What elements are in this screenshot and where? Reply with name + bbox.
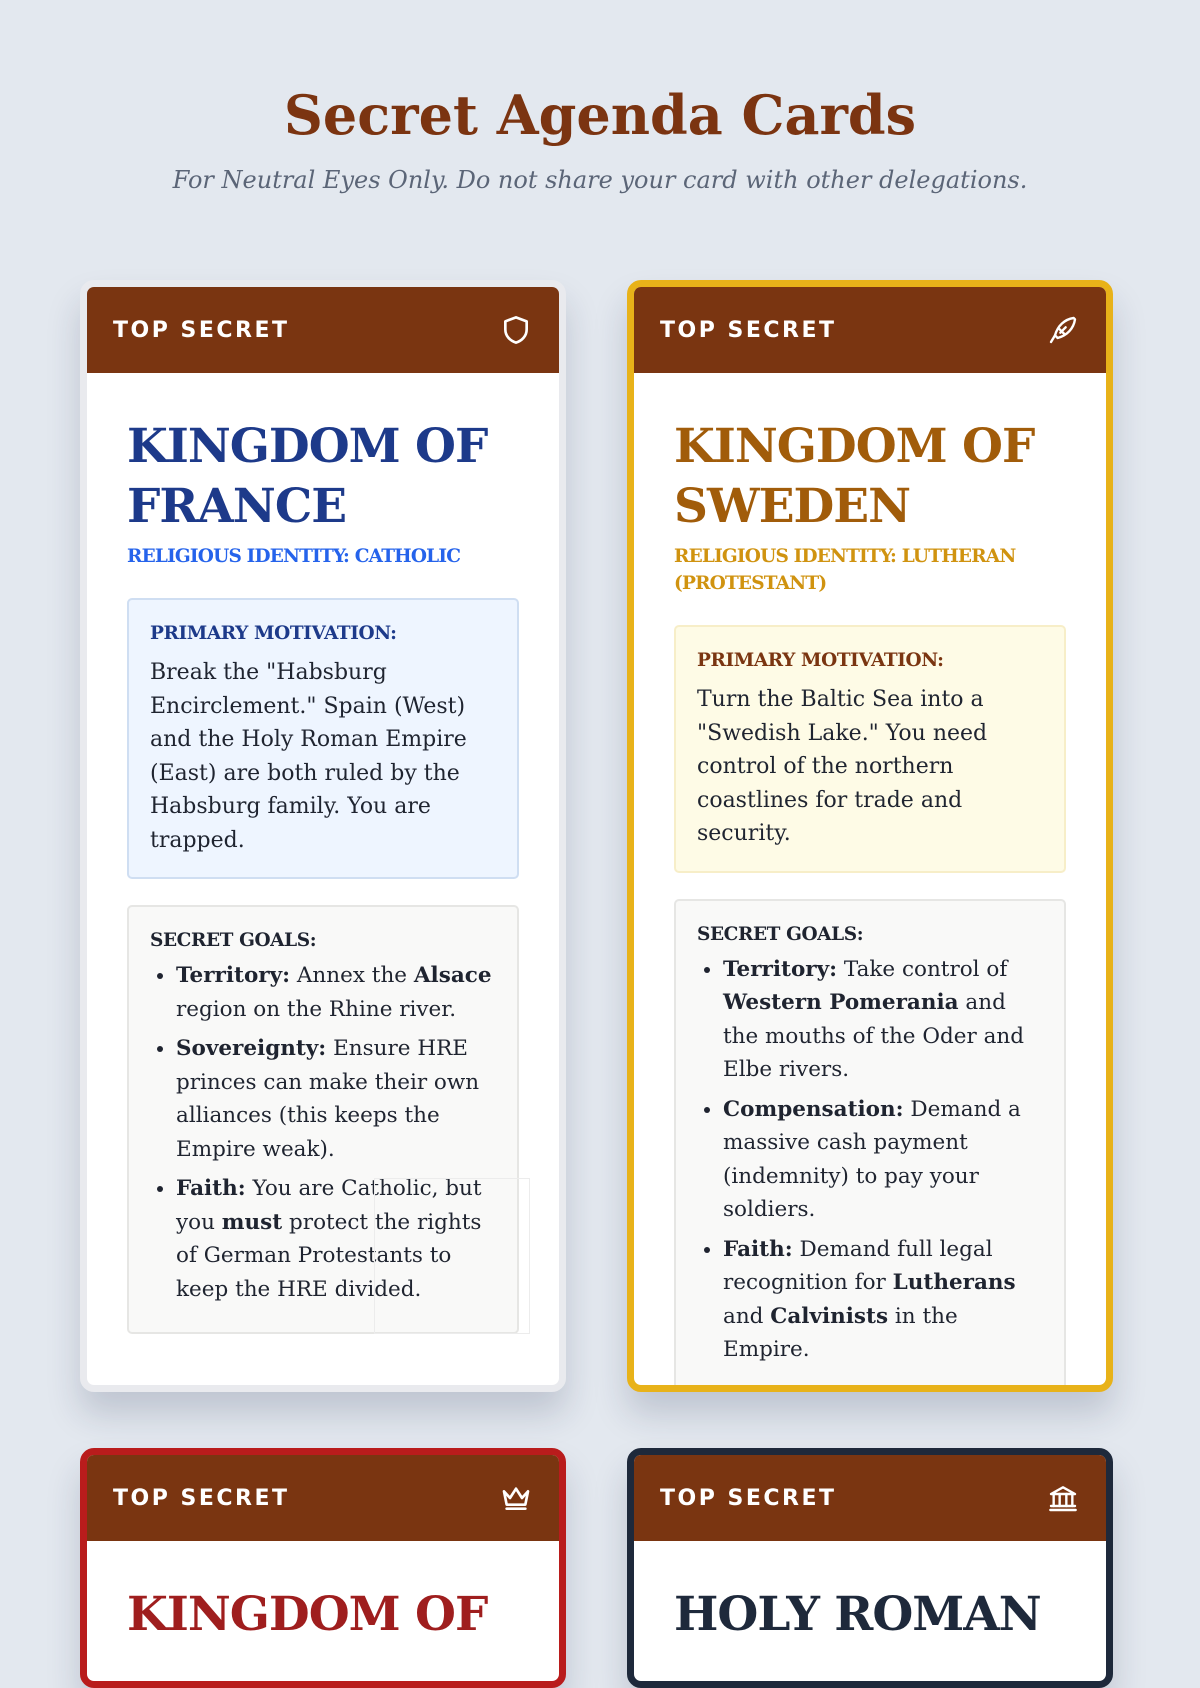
top-secret-label: TOP SECRET <box>660 317 837 343</box>
building-columns-icon <box>1046 1481 1080 1515</box>
secret-goal-item <box>176 959 496 1026</box>
quill-icon <box>1046 313 1080 347</box>
goal-emphasis: Calvinists <box>770 1303 889 1329</box>
card-body <box>634 373 1106 1392</box>
primary-motivation-text: Turn the Baltic Sea into a "Swedish Lake." You need control of the northern coastlines for trade and security. <box>697 687 988 846</box>
goal-emphasis: Faith: <box>723 1236 793 1262</box>
goal-text: Demand full legal recognition for <box>723 1236 993 1295</box>
goal-text: and <box>723 1303 771 1329</box>
secret-goal-item <box>176 1032 496 1166</box>
agenda-card-hre <box>627 1448 1113 1688</box>
primary-motivation-label: PRIMARY MOTIVATION: <box>150 623 397 644</box>
card-body <box>634 1541 1106 1685</box>
top-secret-label: TOP SECRET <box>113 317 290 343</box>
page-subtitle: For Neutral Eyes Only. Do not share your card with other delegations. <box>172 166 1028 194</box>
goal-emphasis: Lutherans <box>892 1270 1016 1295</box>
top-secret-label: TOP SECRET <box>113 1485 290 1511</box>
secret-goal-item <box>176 1172 496 1306</box>
primary-motivation-box <box>127 598 519 879</box>
nation-name: HOLY ROMAN <box>674 1587 1041 1642</box>
card-header <box>634 1455 1106 1541</box>
card-body <box>87 373 559 1374</box>
goal-emphasis: Territory: <box>176 963 291 988</box>
card-header <box>634 287 1106 373</box>
secret-goals-box <box>127 905 519 1334</box>
secret-goal-item <box>723 953 1043 1087</box>
goal-text: Ensure HRE princes can make their own alliances (this keeps the Empire weak). <box>176 1036 480 1162</box>
nation-name: KINGDOM OF <box>127 1587 488 1642</box>
agenda-card-sweden <box>627 280 1113 1392</box>
card-header <box>87 287 559 373</box>
card-header <box>87 1455 559 1541</box>
crown-icon <box>499 1481 533 1515</box>
goal-emphasis: Territory: <box>723 956 838 982</box>
goal-emphasis: Sovereignty: <box>176 1036 327 1061</box>
religious-identity: RELIGIOUS IDENTITY: CATHOLIC <box>127 546 461 567</box>
shield-icon <box>499 313 533 347</box>
agenda-card-spain <box>80 1448 566 1688</box>
secret-goals-box <box>674 899 1066 1393</box>
secret-goal-item <box>723 1233 1043 1367</box>
secret-goals-label: SECRET GOALS: <box>150 930 317 951</box>
primary-motivation-label: PRIMARY MOTIVATION: <box>697 650 944 671</box>
card-body <box>87 1541 559 1685</box>
goal-text: Take control of <box>837 956 1008 982</box>
goal-text: Annex the <box>290 963 414 988</box>
goal-emphasis: Western Pomerania <box>723 990 959 1015</box>
primary-motivation-box <box>674 625 1066 873</box>
nation-name: KINGDOM OF SWEDEN <box>674 419 1035 534</box>
goal-emphasis: Compensation: <box>723 1096 904 1122</box>
primary-motivation-text: Break the "Habsburg Encirclement." Spain (West) and the Holy Roman Empire (East) are both ruled by the Habsburg family. You are trapped. <box>150 660 467 853</box>
nation-name: KINGDOM OF FRANCE <box>127 419 488 534</box>
religious-identity: RELIGIOUS IDENTITY: LUTHERAN (PROTESTANT) <box>674 546 1016 594</box>
agenda-card-france <box>80 280 566 1392</box>
goal-text: and the mouths of the Oder and Elbe rivers. <box>723 990 1025 1082</box>
secret-goals-list <box>150 959 496 1306</box>
goal-text: in the Empire. <box>723 1303 958 1362</box>
secret-goals-label: SECRET GOALS: <box>697 923 864 945</box>
goal-text: Demand a massive cash payment (indemnity) to pay your soldiers. <box>723 1096 1021 1222</box>
top-secret-label: TOP SECRET <box>660 1485 837 1511</box>
secret-goal-item <box>723 1093 1043 1227</box>
goal-emphasis: Faith: <box>176 1176 246 1201</box>
goal-emphasis: Alsace <box>413 963 492 988</box>
secret-goals-list <box>697 953 1043 1367</box>
goal-text: You are Catholic, but you <box>176 1176 482 1235</box>
page-title: Secret Agenda Cards <box>283 83 917 147</box>
goal-text: protect the rights of German Protestants to keep the HRE divided. <box>176 1209 482 1302</box>
goal-text: region on the Rhine river. <box>176 996 457 1022</box>
goal-emphasis: must <box>221 1209 283 1235</box>
